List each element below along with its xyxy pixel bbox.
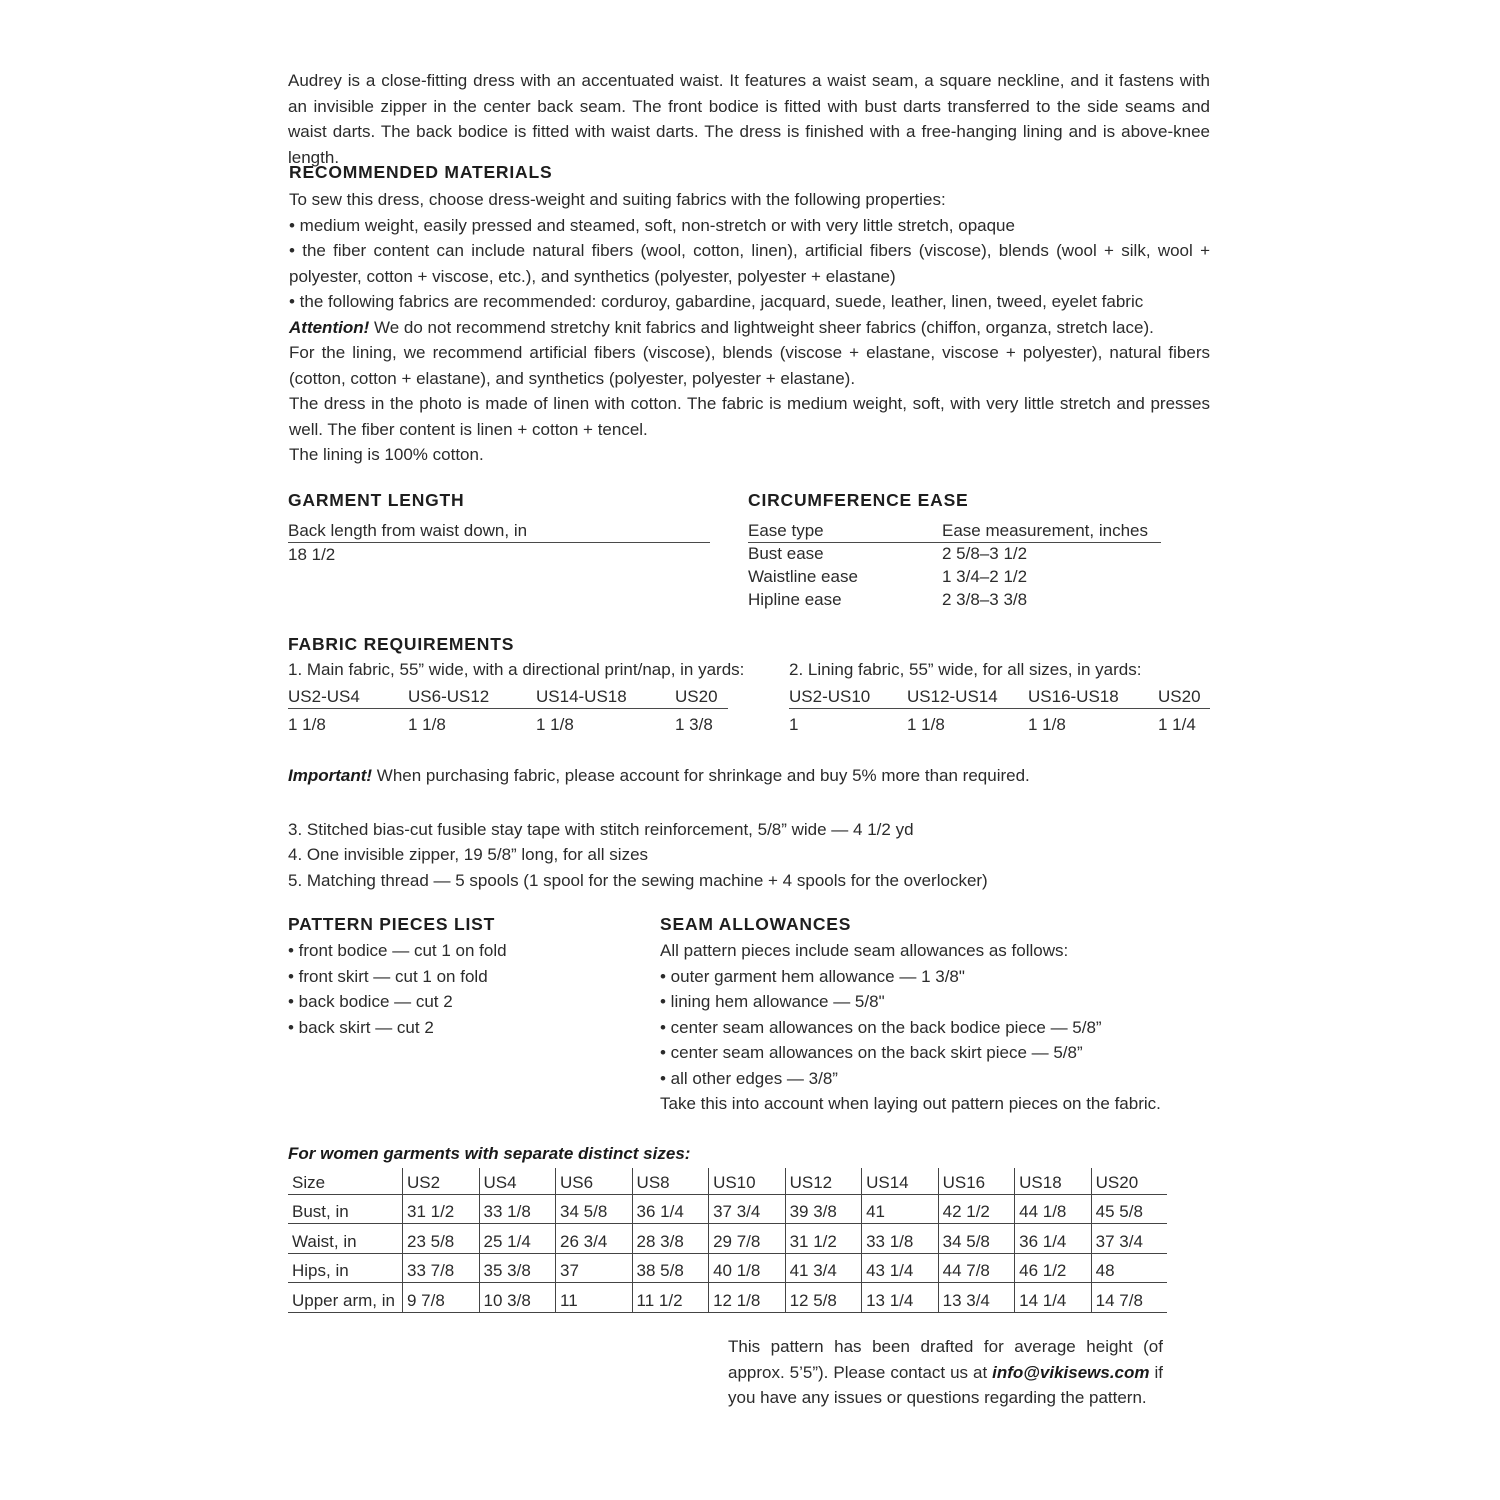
divider — [288, 542, 710, 543]
table-cell: 34 5/8 — [938, 1224, 1015, 1253]
table-cell: 39 3/8 — [785, 1195, 862, 1224]
garment-length-value: 18 1/2 — [288, 545, 336, 564]
seams-heading: SEAM ALLOWANCES — [660, 914, 852, 934]
lining-fabric-yardage: 1 — [789, 715, 799, 734]
table-cell: 26 3/4 — [556, 1224, 633, 1253]
table-header-cell: US18 — [1015, 1168, 1092, 1195]
size-table — [288, 1168, 1167, 1313]
ease-col-type: Ease type — [748, 521, 824, 540]
table-header-cell: US20 — [1091, 1168, 1167, 1195]
table-cell: 13 3/4 — [938, 1283, 1015, 1312]
table-row-label: Hips, in — [288, 1253, 403, 1282]
materials-bullet: • medium weight, easily pressed and steamed, soft, non-stretch or with very little stretch, opaque — [289, 215, 1015, 235]
main-fabric-yardage: 1 1/8 — [288, 715, 326, 734]
table-cell: 12 5/8 — [785, 1283, 862, 1312]
table-cell: 46 1/2 — [1015, 1253, 1092, 1282]
materials-section — [289, 187, 1210, 468]
table-cell: 45 5/8 — [1091, 1195, 1167, 1224]
table-cell: 12 1/8 — [709, 1283, 786, 1312]
materials-bullet: • the fiber content can include natural fibers (wool, cotton, linen), artificial fibers (viscose), blends (wool + silk, wool + polyester, cotton + viscose, etc.), and synthetics (polyester, polyester + elastane) — [289, 241, 1210, 286]
important-label: Important! — [288, 766, 373, 785]
table-cell: 36 1/4 — [1015, 1224, 1092, 1253]
table-cell: 37 — [556, 1253, 633, 1282]
main-fabric-yardage: 1 3/8 — [675, 715, 713, 734]
table-cell: 42 1/2 — [938, 1195, 1015, 1224]
table-cell: 48 — [1091, 1253, 1167, 1282]
fabric-heading: FABRIC REQUIREMENTS — [288, 634, 515, 654]
table-cell: 11 1/2 — [632, 1283, 709, 1312]
ease-heading: CIRCUMFERENCE EASE — [748, 490, 969, 510]
lining-fabric-yardage: 1 1/8 — [907, 715, 945, 734]
lining-fabric-size: US2-US10 — [789, 687, 871, 706]
contact-email-link[interactable]: info@vikisews.com — [992, 1362, 1150, 1382]
table-cell: 37 3/4 — [709, 1195, 786, 1224]
main-fabric-yardage: 1 1/8 — [408, 715, 446, 734]
notion-item: 5. Matching thread — 5 spools (1 spool for the sewing machine + 4 spools for the overlocker) — [288, 871, 988, 890]
seams-list — [660, 938, 1161, 1117]
attention-label: Attention! — [289, 317, 370, 337]
table-cell: 38 5/8 — [632, 1253, 709, 1282]
list-item: • center seam allowances on the back skirt piece — 5/8” — [660, 1043, 1083, 1062]
main-fabric-size: US6-US12 — [408, 687, 490, 706]
table-row — [288, 1253, 1167, 1282]
table-cell: 37 3/4 — [1091, 1224, 1167, 1253]
table-cell: 31 1/2 — [403, 1195, 480, 1224]
lining-fabric-size: US12-US14 — [907, 687, 998, 706]
lining-fabric-yardage: 1 1/4 — [1158, 715, 1196, 734]
lining-fabric-yardage: 1 1/8 — [1028, 715, 1066, 734]
table-cell: 33 1/8 — [479, 1195, 556, 1224]
list-item: • front skirt — cut 1 on fold — [288, 966, 488, 986]
table-cell: 31 1/2 — [785, 1224, 862, 1253]
table-cell: 23 5/8 — [403, 1224, 480, 1253]
important-note — [288, 763, 1030, 789]
list-item: • outer garment hem allowance — 1 3/8" — [660, 966, 965, 986]
ease-row-value: 2 3/8–3 3/8 — [942, 590, 1028, 609]
table-header-cell: US10 — [709, 1168, 786, 1195]
pieces-list — [288, 938, 507, 1040]
table-header-cell: US4 — [479, 1168, 556, 1195]
table-row — [288, 1283, 1167, 1312]
main-fabric-yardage: 1 1/8 — [536, 715, 574, 734]
divider — [789, 708, 1210, 709]
table-header-cell: Size — [288, 1168, 403, 1195]
ease-row-type: Hipline ease — [748, 590, 842, 609]
list-item: • back skirt — cut 2 — [288, 1017, 434, 1037]
table-header-cell: US16 — [938, 1168, 1015, 1195]
lining-fabric-size: US16-US18 — [1028, 687, 1119, 706]
table-cell: 33 1/8 — [862, 1224, 939, 1253]
materials-heading: RECOMMENDED MATERIALS — [289, 162, 553, 182]
important-text: When purchasing fabric, please account for shrinkage and buy 5% more than required. — [372, 766, 1030, 785]
table-cell: 36 1/4 — [632, 1195, 709, 1224]
ease-col-measure: Ease measurement, inches — [942, 521, 1148, 540]
table-row-label: Upper arm, in — [288, 1283, 403, 1312]
footer-text: if you have any issues or questions regarding the pattern. — [728, 1362, 1163, 1407]
photo-fabric-note: The dress in the photo is made of linen with cotton. The fabric is medium weight, soft, with very little stretch and presses well. The fiber content is linen + cotton + tencel. — [289, 394, 1210, 439]
ease-row-type: Bust ease — [748, 544, 824, 563]
table-cell: 13 1/4 — [862, 1283, 939, 1312]
table-cell: 9 7/8 — [403, 1283, 480, 1312]
table-row-label: Bust, in — [288, 1195, 403, 1224]
table-cell: 14 7/8 — [1091, 1283, 1167, 1312]
table-cell: 14 1/4 — [1015, 1283, 1092, 1312]
list-item: • lining hem allowance — 5/8" — [660, 992, 885, 1011]
garment-length-label: Back length from waist down, in — [288, 521, 528, 540]
lining-content: The lining is 100% cotton. — [289, 445, 484, 464]
table-cell: 25 1/4 — [479, 1224, 556, 1253]
list-item: • center seam allowances on the back bodice piece — 5/8” — [660, 1017, 1102, 1037]
lining-fabric-size: US20 — [1158, 687, 1201, 706]
table-cell: 33 7/8 — [403, 1253, 480, 1282]
intro-paragraph: Audrey is a close-fitting dress with an accentuated waist. It features a waist seam, a square neckline, and it fastens with an invisible zipper in the center back seam. The front bodice is fitted with bust darts transferred to the side seams and waist darts. The back bodice is fitted with waist darts. The dress is finished with a free-hanging lining and is above-knee length. — [288, 71, 1210, 167]
list-item: • front bodice — cut 1 on fold — [288, 941, 507, 960]
table-cell: 28 3/8 — [632, 1224, 709, 1253]
attention-note — [289, 315, 1210, 341]
table-header-cell: US12 — [785, 1168, 862, 1195]
materials-bullet: • the following fabrics are recommended: corduroy, gabardine, jacquard, suede, leather, linen, tweed, eyelet fabric — [289, 292, 1144, 311]
size-table-title: For women garments with separate distinct sizes: — [288, 1144, 691, 1163]
table-header-cell: US14 — [862, 1168, 939, 1195]
ease-row-type: Waistline ease — [748, 567, 858, 586]
seams-lead: All pattern pieces include seam allowances as follows: — [660, 941, 1069, 960]
table-cell: 44 1/8 — [1015, 1195, 1092, 1224]
main-fabric-size: US14-US18 — [536, 687, 627, 706]
table-header-cell: US6 — [556, 1168, 633, 1195]
table-row-label: Waist, in — [288, 1224, 403, 1253]
lining-fabric-label: 2. Lining fabric, 55” wide, for all sizes, in yards: — [789, 660, 1142, 679]
footer-note — [728, 1334, 1163, 1411]
table-header-cell: US2 — [403, 1168, 480, 1195]
main-fabric-size: US20 — [675, 687, 718, 706]
divider — [288, 708, 728, 709]
table-cell: 10 3/8 — [479, 1283, 556, 1312]
lining-recommendation: For the lining, we recommend artificial fibers (viscose), blends (viscose + elastane, viscose + polyester), natural fibers (cotton, cotton + elastane), and synthetics (polyester, polyester + elastane). — [289, 343, 1210, 388]
table-cell: 34 5/8 — [556, 1195, 633, 1224]
table-header-cell: US8 — [632, 1168, 709, 1195]
table-cell: 29 7/8 — [709, 1224, 786, 1253]
ease-row-value: 1 3/4–2 1/2 — [942, 567, 1028, 586]
materials-lead: To sew this dress, choose dress-weight and suiting fabrics with the following properties: — [289, 190, 946, 209]
table-cell: 11 — [556, 1283, 633, 1312]
table-cell: 41 — [862, 1195, 939, 1224]
attention-text: We do not recommend stretchy knit fabrics and lightweight sheer fabrics (chiffon, organza, stretch lace). — [369, 317, 1154, 337]
table-row — [288, 1224, 1167, 1253]
list-item: • back bodice — cut 2 — [288, 992, 453, 1011]
footer-text: This pattern has been drafted for average height (of approx. 5’5”). Please contact us at — [728, 1337, 1163, 1382]
ease-row-value: 2 5/8–3 1/2 — [942, 544, 1028, 563]
main-fabric-size: US2-US4 — [288, 687, 360, 706]
notion-item: 3. Stitched bias-cut fusible stay tape with stitch reinforcement, 5/8” wide — 4 1/2 yd — [288, 820, 914, 839]
table-row — [288, 1168, 1167, 1195]
notion-item: 4. One invisible zipper, 19 5/8” long, for all sizes — [288, 845, 649, 864]
list-item: • all other edges — 3/8” — [660, 1068, 838, 1088]
main-fabric-label: 1. Main fabric, 55” wide, with a directional print/nap, in yards: — [288, 660, 745, 679]
seams-note: Take this into account when laying out pattern pieces on the fabric. — [660, 1094, 1161, 1113]
table-cell: 41 3/4 — [785, 1253, 862, 1282]
pieces-heading: PATTERN PIECES LIST — [288, 914, 496, 934]
table-cell: 40 1/8 — [709, 1253, 786, 1282]
table-row — [288, 1195, 1167, 1224]
garment-length-heading: GARMENT LENGTH — [288, 490, 465, 510]
table-cell: 35 3/8 — [479, 1253, 556, 1282]
table-cell: 44 7/8 — [938, 1253, 1015, 1282]
table-cell: 43 1/4 — [862, 1253, 939, 1282]
